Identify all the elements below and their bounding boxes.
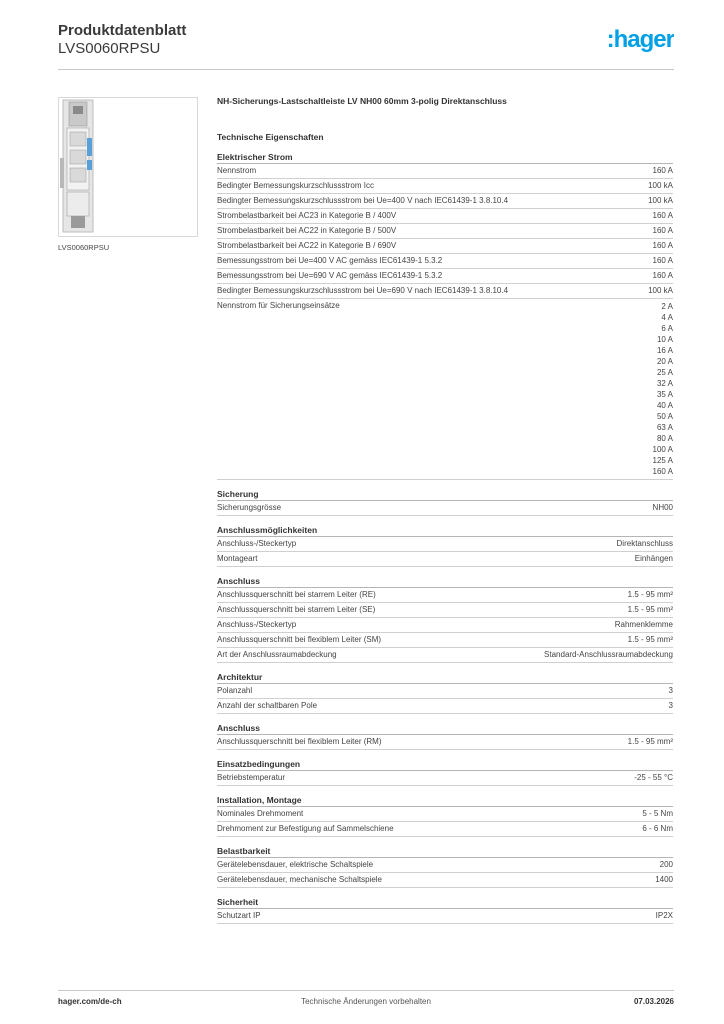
spec-label: Art der Anschlussraumabdeckung — [217, 650, 337, 659]
spec-row — [217, 909, 673, 924]
spec-label: Anschlussquerschnitt bei starrem Leiter (RE) — [217, 590, 376, 599]
spec-row — [217, 179, 673, 194]
spec-value: 6 - 6 Nm — [642, 824, 673, 833]
footer-disclaimer: Technische Änderungen vorbehalten — [301, 997, 431, 1006]
spec-value-list — [653, 301, 673, 477]
spec-section — [217, 671, 673, 714]
spec-row — [217, 588, 673, 603]
spec-section — [217, 524, 673, 567]
spec-value: 1.5 - 95 mm² — [627, 605, 673, 614]
spec-section — [217, 896, 673, 924]
product-code: LVS0060RPSU — [58, 40, 161, 57]
spec-value: 1.5 - 95 mm² — [627, 590, 673, 599]
spec-value: 25 A — [656, 368, 673, 377]
spec-value: 3 — [668, 701, 673, 710]
spec-value: 160 A — [652, 467, 673, 476]
footer-date: 07.03.2026 — [633, 997, 674, 1006]
spec-row — [217, 648, 673, 663]
spec-value: Standard-Anschlussraumabdeckung — [544, 650, 673, 659]
spec-sections — [217, 151, 673, 924]
spec-row — [217, 822, 673, 837]
spec-value: -25 - 55 °C — [634, 773, 673, 782]
spec-value: 1.5 - 95 mm² — [627, 737, 673, 746]
spec-label: Anschluss-/Steckertyp — [217, 539, 297, 548]
spec-value: Einhängen — [634, 554, 673, 563]
spec-value: 125 A — [652, 456, 673, 465]
spec-value: Rahmenklemme — [614, 620, 673, 629]
spec-value: 50 A — [656, 412, 673, 421]
spec-value: 3 — [668, 686, 673, 695]
spec-label: Nennstrom für Sicherungseinsätze — [217, 301, 340, 310]
spec-value: 4 A — [661, 313, 673, 322]
spec-label: Nominales Drehmoment — [217, 809, 304, 818]
spec-heading: Technische Eigenschaften — [217, 132, 324, 142]
document-title: Produktdatenblatt — [58, 22, 187, 39]
section-title: Anschluss — [217, 575, 673, 588]
section-title: Architektur — [217, 671, 673, 684]
section-title: Anschluss — [217, 722, 673, 735]
spec-label: Schutzart IP — [217, 911, 261, 920]
spec-row — [217, 239, 673, 254]
spec-row — [217, 771, 673, 786]
footer-divider — [58, 990, 674, 991]
section-title: Sicherung — [217, 488, 673, 501]
spec-label: Gerätelebensdauer, elektrische Schaltspiele — [217, 860, 374, 869]
spec-label: Anschlussquerschnitt bei flexiblem Leiter (SM) — [217, 635, 382, 644]
spec-value: 100 kA — [648, 196, 673, 205]
spec-value: 160 A — [652, 211, 673, 220]
spec-value: 200 — [659, 860, 673, 869]
page-header — [58, 22, 674, 70]
spec-label: Anschluss-/Steckertyp — [217, 620, 297, 629]
spec-row — [217, 684, 673, 699]
spec-row — [217, 299, 673, 480]
spec-label: Bemessungsstrom bei Ue=400 V AC gemäss IEC61439-1 5.3.2 — [217, 256, 443, 265]
spec-section — [217, 845, 673, 888]
spec-section — [217, 488, 673, 516]
spec-value: 160 A — [652, 271, 673, 280]
product-description: NH-Sicherungs-Lastschaltleiste LV NH00 60mm 3-polig Direktanschluss — [217, 96, 507, 106]
spec-section — [217, 794, 673, 837]
spec-row — [217, 633, 673, 648]
page-footer — [58, 997, 674, 1011]
section-title: Anschlussmöglichkeiten — [217, 524, 673, 537]
spec-label: Nennstrom — [217, 166, 257, 175]
spec-value: 100 kA — [648, 181, 673, 190]
spec-label: Drehmoment zur Befestigung auf Sammelschiene — [217, 824, 394, 833]
spec-value: 63 A — [656, 423, 673, 432]
spec-label: Strombelastbarkeit bei AC22 in Kategorie B / 500V — [217, 226, 397, 235]
spec-value: 160 A — [652, 166, 673, 175]
spec-value: 100 A — [652, 445, 673, 454]
logo-text: :hager — [606, 26, 674, 53]
spec-section — [217, 722, 673, 750]
footer-website-link[interactable]: hager.com/de-ch — [58, 997, 122, 1006]
spec-section — [217, 575, 673, 663]
spec-value: 2 A — [661, 302, 673, 311]
header-divider — [58, 69, 674, 70]
spec-row — [217, 873, 673, 888]
spec-value: 16 A — [656, 346, 673, 355]
spec-row — [217, 735, 673, 750]
fuse-switch-illustration — [59, 98, 197, 236]
spec-row — [217, 164, 673, 179]
spec-label: Anschlussquerschnitt bei flexiblem Leiter (RM) — [217, 737, 382, 746]
spec-row — [217, 194, 673, 209]
spec-row — [217, 552, 673, 567]
spec-value: 32 A — [656, 379, 673, 388]
spec-label: Strombelastbarkeit bei AC22 in Kategorie B / 690V — [217, 241, 397, 250]
spec-row — [217, 858, 673, 873]
spec-row — [217, 618, 673, 633]
spec-row — [217, 501, 673, 516]
section-title: Einsatzbedingungen — [217, 758, 673, 771]
spec-label: Montageart — [217, 554, 258, 563]
section-title: Belastbarkeit — [217, 845, 673, 858]
spec-label: Polanzahl — [217, 686, 253, 695]
spec-row — [217, 224, 673, 239]
spec-label: Strombelastbarkeit bei AC23 in Kategorie B / 400V — [217, 211, 397, 220]
spec-value: 35 A — [656, 390, 673, 399]
spec-value: 10 A — [656, 335, 673, 344]
hager-logo — [590, 26, 674, 54]
spec-value: 1.5 - 95 mm² — [627, 635, 673, 644]
spec-label: Anschlussquerschnitt bei starrem Leiter (SE) — [217, 605, 376, 614]
spec-row — [217, 254, 673, 269]
spec-label: Bedingter Bemessungskurzschlussstrom bei Ue=400 V nach IEC61439-1 3.8.10.4 — [217, 196, 509, 205]
spec-label: Sicherungsgrösse — [217, 503, 282, 512]
spec-row — [217, 699, 673, 714]
spec-label: Betriebstemperatur — [217, 773, 286, 782]
spec-value: 40 A — [656, 401, 673, 410]
spec-value: 160 A — [652, 256, 673, 265]
spec-value: 6 A — [661, 324, 673, 333]
spec-value: 1400 — [655, 875, 673, 884]
spec-label: Anzahl der schaltbaren Pole — [217, 701, 318, 710]
spec-value: 20 A — [656, 357, 673, 366]
section-title: Sicherheit — [217, 896, 673, 909]
spec-row — [217, 603, 673, 618]
spec-row — [217, 807, 673, 822]
product-image — [58, 97, 198, 237]
spec-content — [217, 94, 673, 932]
section-title: Elektrischer Strom — [217, 151, 673, 164]
spec-value: IP2X — [655, 911, 673, 920]
spec-section — [217, 151, 673, 480]
spec-label: Bedingter Bemessungskurzschlussstrom Icc — [217, 181, 374, 190]
spec-value: NH00 — [652, 503, 673, 512]
spec-row — [217, 209, 673, 224]
section-title: Installation, Montage — [217, 794, 673, 807]
spec-value: 80 A — [656, 434, 673, 443]
spec-row — [217, 284, 673, 299]
spec-value: 100 kA — [648, 286, 673, 295]
spec-row — [217, 537, 673, 552]
spec-label: Bedingter Bemessungskurzschlussstrom bei Ue=690 V nach IEC61439-1 3.8.10.4 — [217, 286, 509, 295]
spec-label: Bemessungsstrom bei Ue=690 V AC gemäss IEC61439-1 5.3.2 — [217, 271, 443, 280]
spec-section — [217, 758, 673, 786]
spec-value: 160 A — [652, 226, 673, 235]
image-caption: LVS0060RPSU — [58, 243, 110, 252]
spec-label: Gerätelebensdauer, mechanische Schaltspiele — [217, 875, 382, 884]
spec-value: 160 A — [652, 241, 673, 250]
spec-value: 5 - 5 Nm — [642, 809, 673, 818]
spec-value: Direktanschluss — [616, 539, 673, 548]
spec-row — [217, 269, 673, 284]
